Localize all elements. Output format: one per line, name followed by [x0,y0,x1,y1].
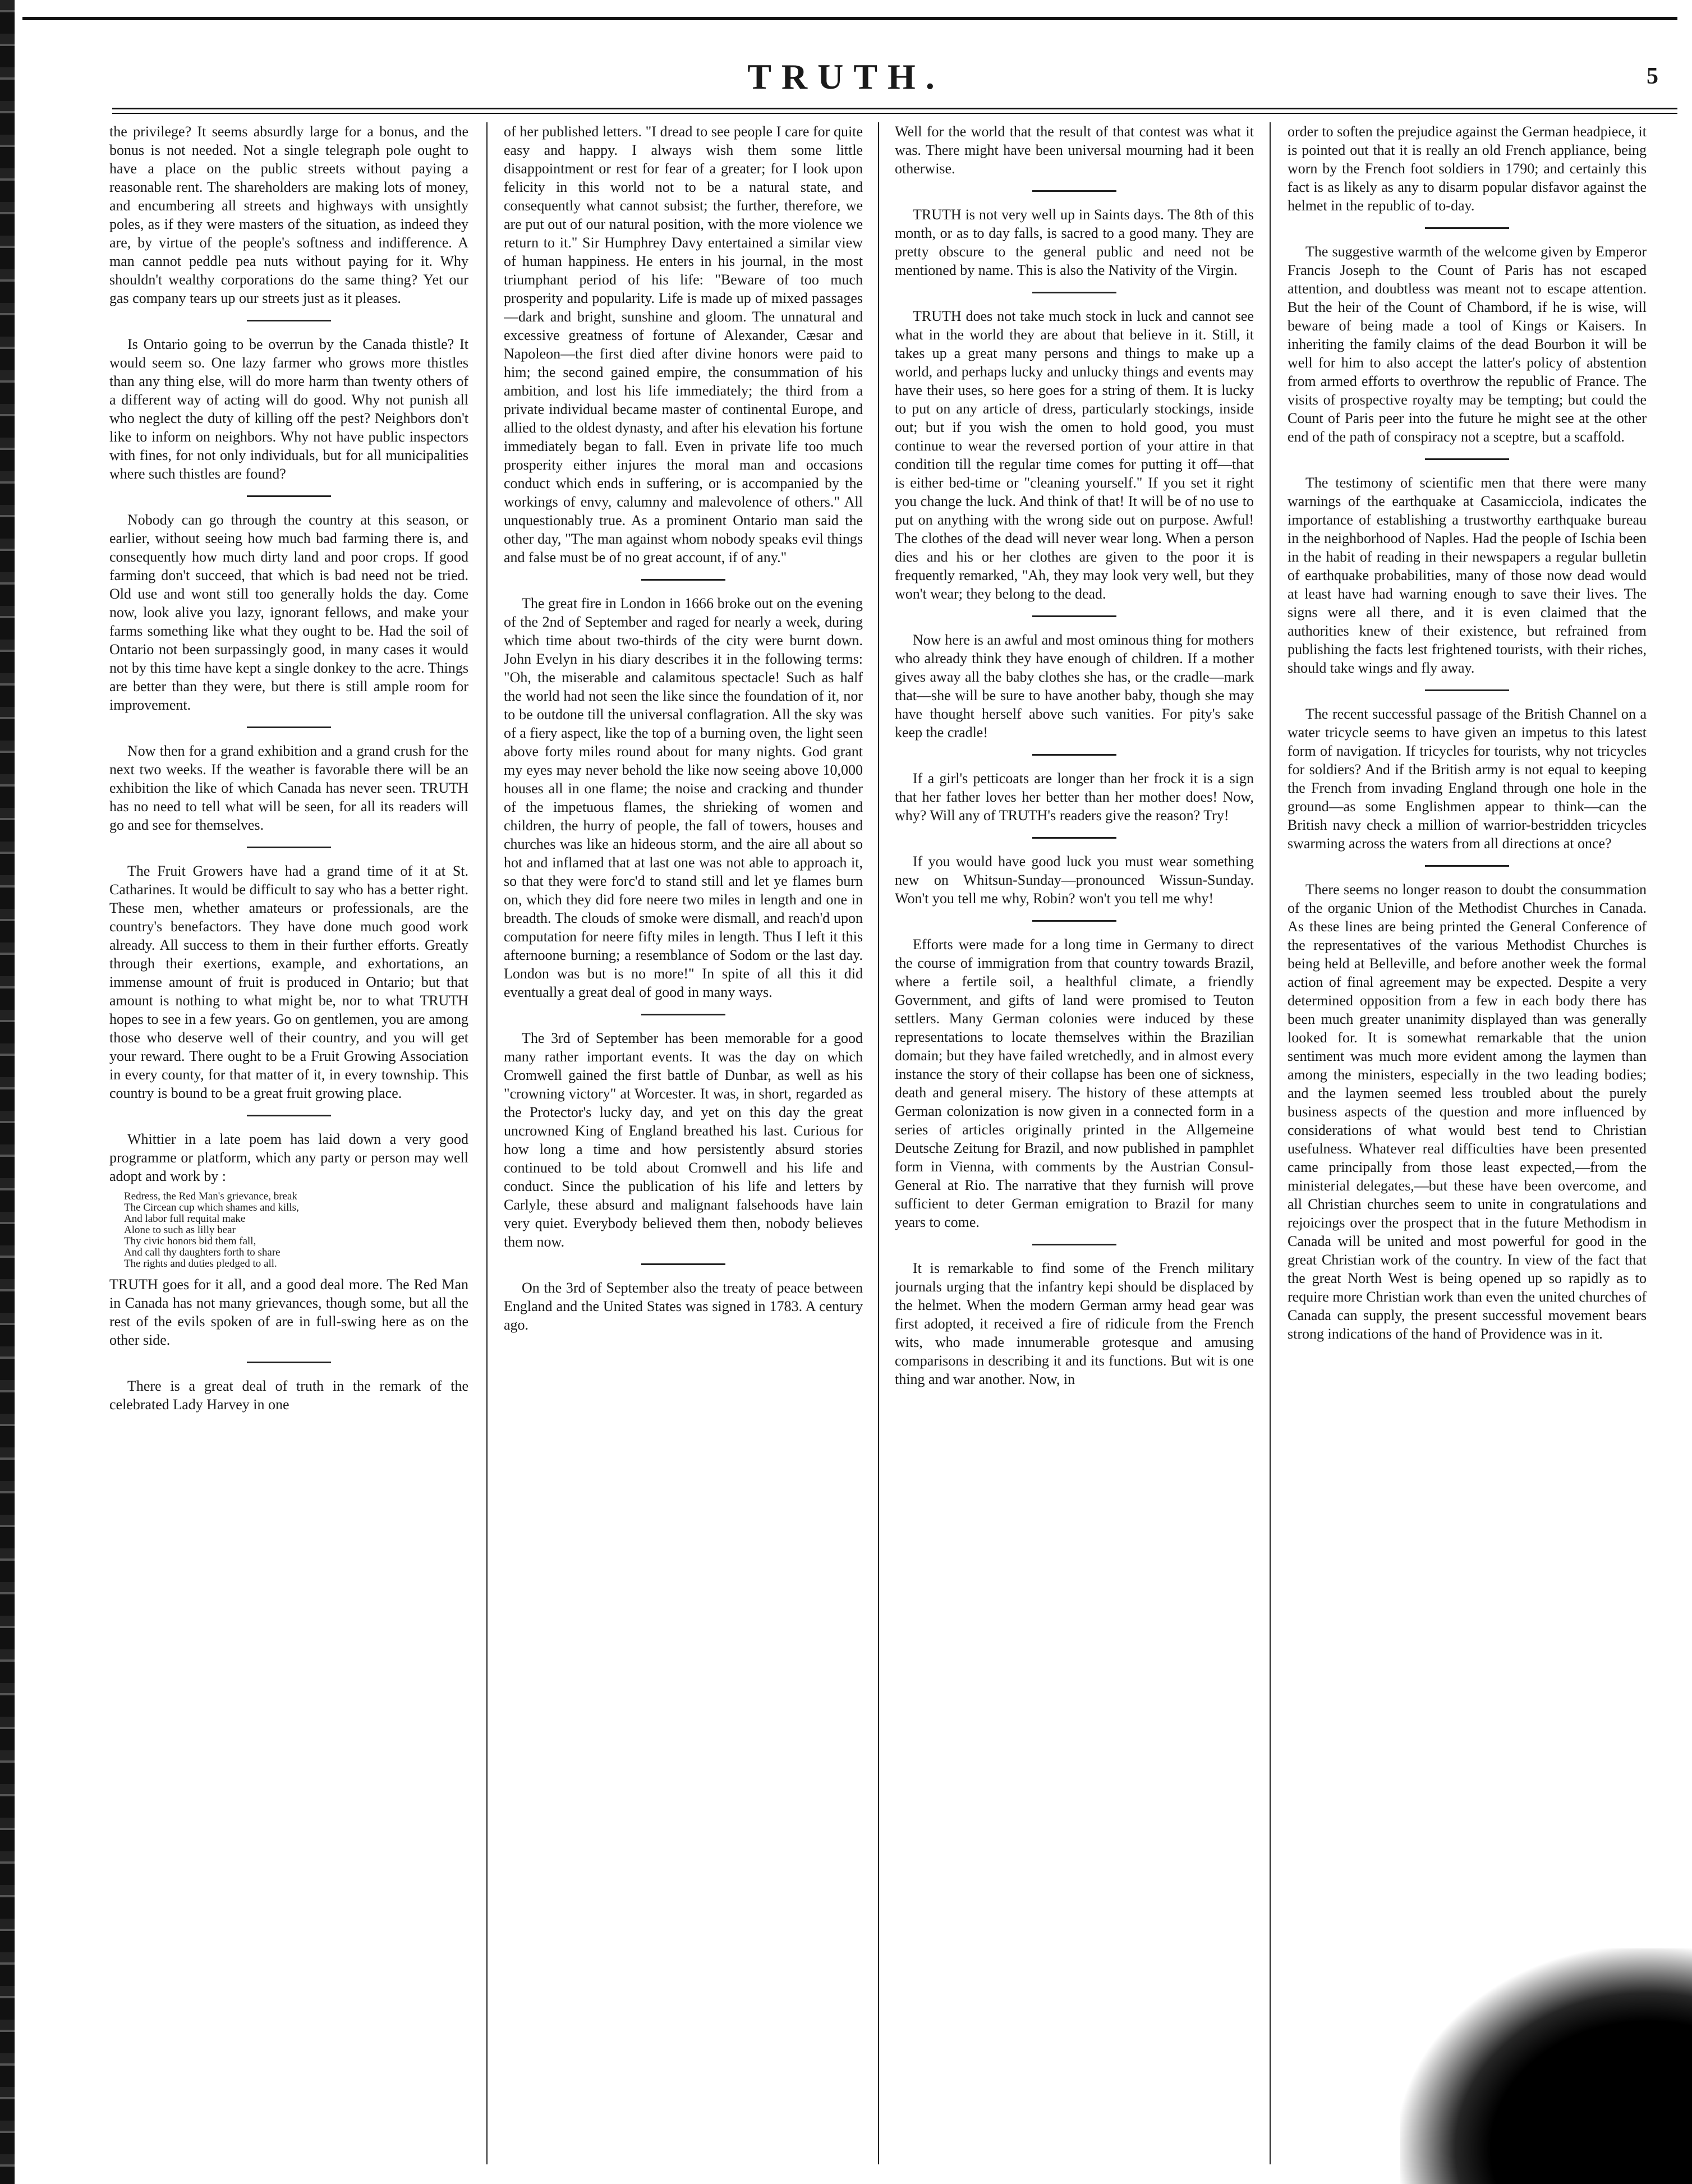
poem-line: The Circean cup which shames and kills, [124,1202,299,1213]
item-separator [247,847,331,848]
poem-quote [124,1191,468,1270]
paragraph: Efforts were made for a long time in Germany to direct the course of immigration from that country towards Brazil, where a fertile soil, a healthful climate, a friendly Government, and gifts of land were promised to Teuton settlers. Many German colonies were induced by these representations to locate themselves within the Brazilian domain; but they have failed wretchedly, and in almost every instance the story of their collapse has been one of sickness, death and general misery. The history of these attempts at German colonization is now given in a connected form in a series of articles originally printed in the Allgemeine Deutsche Zeitung for Brazil, and now published in pamphlet form in Vienna, with comments by the Austrian Consul-General at Rio. The narrative that they furnish will prove sufficient to deter German emigration to Brazil for many years to come. [895,936,1254,1230]
article-columns [109,122,1675,2164]
poem-line: And labor full requital make [124,1213,246,1225]
scan-damage-stain [1400,1948,1692,2184]
paragraph: of her published letters. "I dread to see people I care for quite easy and happy. I always wish them some little disappointment or rest for fear of a greater; for I look upon felicity in this world not to be a natural state, and consequently what cannot subsist; the further, therefore, we are put out of our natural position, with the more violence we return to it." Sir Humphrey Davy entertained a similar view of human happiness. He enters in his journal, in the most triumphant period of his life: "Beware of too much prosperity and popularity. Life is made up of mixed passages—dark and bright, sunshine and gloom. The unnatural and excessive greatness of fortune of Alexander, Cæsar and Napoleon—the first died after divine honors were paid to him; the second gained empire, the consummation of his ambition, and lost his life immediately; the third from a private individual became master of continental Europe, and allied to the oldest dynasty, and after his elevation his fortune immediately began to fall. Even in private life too much prosperity either injures the moral man and occasions conduct which ends in suffering, or is accompanied by the workings of envy, calumny and malevolence of others." All unquestionably true. As a prominent Ontario man said the other day, "The man against whom nobody speaks evil things and false must be of no great account, if of any." [504,123,863,565]
item-separator [641,1263,725,1265]
item-separator [1032,292,1116,293]
masthead [0,0,1692,129]
item-separator [1425,458,1509,460]
column-1 [109,122,468,2164]
paragraph: Now then for a grand exhibition and a grand crush for the next two weeks. If the weather is favorable there will be an exhibition the like of which Canada has never seen. TRUTH has no need to tell what will be seen, for all its readers will go and see for themselves. [109,743,468,833]
paragraph: On the 3rd of September also the treaty of peace between England and the United States was signed in 1783. A century ago. [504,1280,863,1333]
poem-line: The rights and duties pledged to all. [124,1258,277,1270]
scan-left-edge [0,0,15,2184]
item-separator [1425,689,1509,691]
column-3 [895,122,1254,2164]
paragraph: The recent successful passage of the British Channel on a water tricycle seems to have given an impetus to this latest form of navigation. If tricycles for tourists, why not tricycles for soldiers? And if the British army is not equal to keeping the French from invading England through one hole in the ground—as some Englishmen appear to think—can the British navy check a million of warrior-bestridden tricycles swarming across the waters from all directions at once? [1288,706,1647,852]
paragraph: Well for the world that the result of that contest was what it was. There might have been universal mourning had it been otherwise. [895,123,1254,177]
paragraph: The testimony of scientific men that there were many warnings of the earthquake at Casamicciola, indicates the importance of establishing a trustworthy earthquake bureau in the neighborhood of Naples. Had the people of Ischia been in the habit of reading in their newspapers a regular bulletin of earthquake probabilities, many of those now dead would at least have had warning enough to save their lives. The signs were all there, and it is even claimed that the authorities knew of their existence, but refrained from publishing the facts lest frightened tourists, with their riches, should take wings and fly away. [1288,475,1647,676]
item-separator [1425,865,1509,867]
paragraph: If a girl's petticoats are longer than her frock it is a sign that her father loves her better than her mother does! Now, why? Will any of TRUTH's readers give the reason? Try! [895,770,1254,824]
paragraph: The 3rd of September has been memorable for a good many rather important events. It was the day on which Cromwell gained the first battle of Dunbar, as well as his "crowning victory" at Worcester. It was, in short, regarded as the Protector's lucky day, and yet on this day the great uncrowned King of England breathed his last. Curious for how long a time and how persistently absurd stories continued to be told about Cromwell and his life and conduct. Since the publication of his life and letters by Carlyle, these absurd and malignant falsehoods have lain very quiet. Everybody believed them then, nobody believes them now. [504,1030,863,1250]
item-separator [641,1014,725,1015]
item-separator [1032,615,1116,617]
item-separator [1032,190,1116,192]
masthead-bottom-rule [112,108,1677,114]
poem-line: Thy civic honors bid them fall, [124,1235,256,1247]
poem-line: Redress, the Red Man's grievance, break [124,1190,297,1202]
column-rule [1270,122,1271,2164]
masthead-top-rule [22,17,1677,20]
item-separator [1425,227,1509,229]
column-rule [486,122,488,2164]
paragraph: TRUTH goes for it all, and a good deal more. The Red Man in Canada has not many grievances, though some, but all the rest of the evils spoken of are in full-swing here as on the other side. [109,1276,468,1348]
paragraph: There seems no longer reason to doubt the consummation of the organic Union of the Methodist Churches in Canada. As these lines are being printed the General Conference of the representatives of the various Methodist Churches is being held at Belleville, and before another week the formal action of final agreement may be expected. Despite a very determined opposition from a few in each body there has been much greater unanimity displayed than was generally looked for. It is somewhat remarkable that the union sentiment was much more evident among the laymen than among the ministers, especially in the two leading bodies; and the laymen seemed less troubled about the purely business aspects of the question and more influenced by considerations of what would best tend to Christian usefulness. Whatever real difficulties have been presented came principally from those least expected,—from the ministerial delegates,—but these have been overcome, and all Christian churches seem to unite in congratulations and rejoicings over the prospect that in the future Methodism in Canada will be united and most powerful for good in the great Christian work of the country. In view of the fact that the great North West is being opened up so rapidly as to require more Christian work than even the united churches of Canada can supply, the present successful movement bears strong indications of the hand of Providence was in it. [1288,881,1647,1342]
paragraph: Whittier in a late poem has laid down a very good programme or platform, which any party or person may well adopt and work by : [109,1131,468,1184]
item-separator [1032,920,1116,922]
item-separator [247,727,331,728]
column-2 [504,122,863,2164]
paragraph: The Fruit Growers have had a grand time of it at St. Catharines. It would be difficult to say who has a better right. These men, whether amateurs or professionals, are the country's benefactors. They have done much good work already. All success to them in their further efforts. Greatly through their exertions, example, and exhortations, an immense amount of fruit is produced in Ontario; but that amount is nothing to what might be, nor to what TRUTH hopes to see in a few years. Go on gentlemen, you are among those who deserve well of their country, and you will get your reward. There ought to be a Fruit Growing Association in every county, for that matter of it, in every township. This country is bound to be a great fruit growing place. [109,863,468,1101]
paragraph: order to soften the prejudice against the German headpiece, it is pointed out that it is really an old French appliance, being worn by the French foot soldiers in 1790; and certainly this fact is as likely as any to disarm popular disfavor against the helmet in the republic of to-day. [1288,123,1647,214]
paragraph: TRUTH is not very well up in Saints days. The 8th of this month, or as to day falls, is sacred to a good many. They are pretty obscure to the general public and need not be mentioned by name. This is also the Nativity of the Virgin. [895,206,1254,278]
paragraph: The great fire in London in 1666 broke out on the evening of the 2nd of September and raged for nearly a week, during which time about two-thirds of the city were burnt down. John Evelyn in his diary describes it in the following terms: "Oh, the miserable and calamitous spectacle! Such as half the world had not seen the like since the foundation of it, nor to be outdone till the universal conflagration. All the sky was of a fiery aspect, like the top of a burning oven, the light seen above forty miles round about for many nights. God grant my eyes may never behold the like now seeing above 10,000 houses all in one flame; the noise and cracking and thunder of the impetuous flames, the shrieking of women and children, the hurry of people, the fall of towers, houses and churches was like an hideous storm, and the aire all about so hot and inflamed that at last one was not able to approach it, so that they were forc'd to stand still and let ye flames burn on, which they did fore neere two miles in length and one in breadth. The clouds of smoke were dismall, and reach'd upon computation for neere fifty miles in length. Thus I left it this afternoone burning; a resemblance of Sodom or the last day. London was but is no more!" In spite of all this it did eventually a great deal of good in many ways. [504,595,863,1000]
paragraph: the privilege? It seems absurdly large for a bonus, and the bonus is not needed. Not a single telegraph pole ought to have a place on the public streets without paying a reasonable rent. The shareholders are making lots of money, and encumbering all streets and highways with unsightly poles, as if they were masters of the situation, as indeed they are, by virtue of the people's softness and indifference. A man cannot peddle pea nuts without paying for it. Why shouldn't wealthy corporations do the same thing? Yet our gas company tears up our streets just as it pleases. [109,123,468,306]
paragraph: The suggestive warmth of the welcome given by Emperor Francis Joseph to the Count of Paris has not escaped attention, and doubtless was meant not to escape attention. But the heir of the Count of Chambord, if he is wise, will beware of being made a tool of Kings or Kaisers. In inheriting the family claims of the dead Bourbon it will be well for him to also accept the latter's policy of abstention from armed efforts to overthrow the republic of France. The visits of prospective royalty may be tempting; but could the Count of Paris peer into the future he might see at the other end of the path of conspiracy not a sceptre, but a scaffold. [1288,243,1647,445]
poem-line: Alone to such as lilly bear [124,1224,236,1236]
column-rule [878,122,879,2164]
paragraph: There is a great deal of truth in the remark of the celebrated Lady Harvey in one [109,1378,468,1413]
item-separator [247,320,331,321]
newspaper-title: TRUTH. [747,57,945,96]
poem-line: And call thy daughters forth to share [124,1247,281,1258]
item-separator [247,1362,331,1363]
paragraph: Is Ontario going to be overrun by the Canada thistle? It would seem so. One lazy farmer who grows more thistles than any thing else, will do more harm than twenty others of a different way of acting will do good. Why not punish all who neglect the duty of killing off the pest? Neighbors don't like to inform on neighbors. Why not have public inspectors with fines, for not only individuals, but for all municipalities where such thistles are found? [109,336,468,482]
item-separator [1032,1244,1116,1245]
paragraph: Now here is an awful and most ominous thing for mothers who already think they have enough of children. If a mother gives away all the baby clothes she has, or the cradle—mark that—she will be sure to have another baby, though she may have thought herself above such vanities. For pity's sake keep the cradle! [895,632,1254,741]
paragraph: If you would have good luck you must wear something new on Whitsun-Sunday—pronounced Wissun-Sunday. Won't you tell me why, Robin? won't you tell me why! [895,853,1254,907]
column-4 [1288,122,1647,2164]
item-separator [641,579,725,581]
page-number: 5 [1647,63,1658,89]
paragraph: It is remarkable to find some of the French military journals urging that the infantry kepi should be displaced by the helmet. When the modern German army head gear was first adopted, it received a fire of ridicule from the French wits, who made innumerable grotesque and amusing comparisons in describing it and its functions. But wit is one thing and war another. Now, in [895,1260,1254,1387]
item-separator [1032,837,1116,839]
item-separator [247,495,331,497]
item-separator [247,1115,331,1116]
item-separator [1032,754,1116,756]
paragraph: TRUTH does not take much stock in luck and cannot see what in the world they are about that believe in it. Still, it takes up a great many persons and things to make up a world, and perhaps lucky and unlucky things and events may have their uses, so here goes for a string of them. It is lucky to put on any article of dress, particularly stockings, inside out; but if you wish the omen to hold good, you must continue to wear the reversed portion of your attire in that condition till the regular time comes for putting it off—that is either bed-time or "cleaning yourself." If you set it right you change the luck. And think of that! It will be of no use to put on anything with the wrong side out on purpose. Awful! The clothes of the dead will never wear long. When a person dies and his or her clothes are given to the poor it is frequently remarked, "Ah, they may look very well, but they won't wear; they belong to the dead. [895,308,1254,602]
paragraph: Nobody can go through the country at this season, or earlier, without seeing how much bad farming there is, and consequently how much dirty land and poor crops. If good farming don't succeed, that which is bad need not be tried. Old use and wont still too generally holds the day. Come now, look alive you lazy, ignorant fellows, and make your farms something like what they ought to be. Had the soil of Ontario not been surpassingly good, in many cases it would not by this time have kept a single donkey to the acre. Things are better than they were, but there is still ample room for improvement. [109,512,468,713]
